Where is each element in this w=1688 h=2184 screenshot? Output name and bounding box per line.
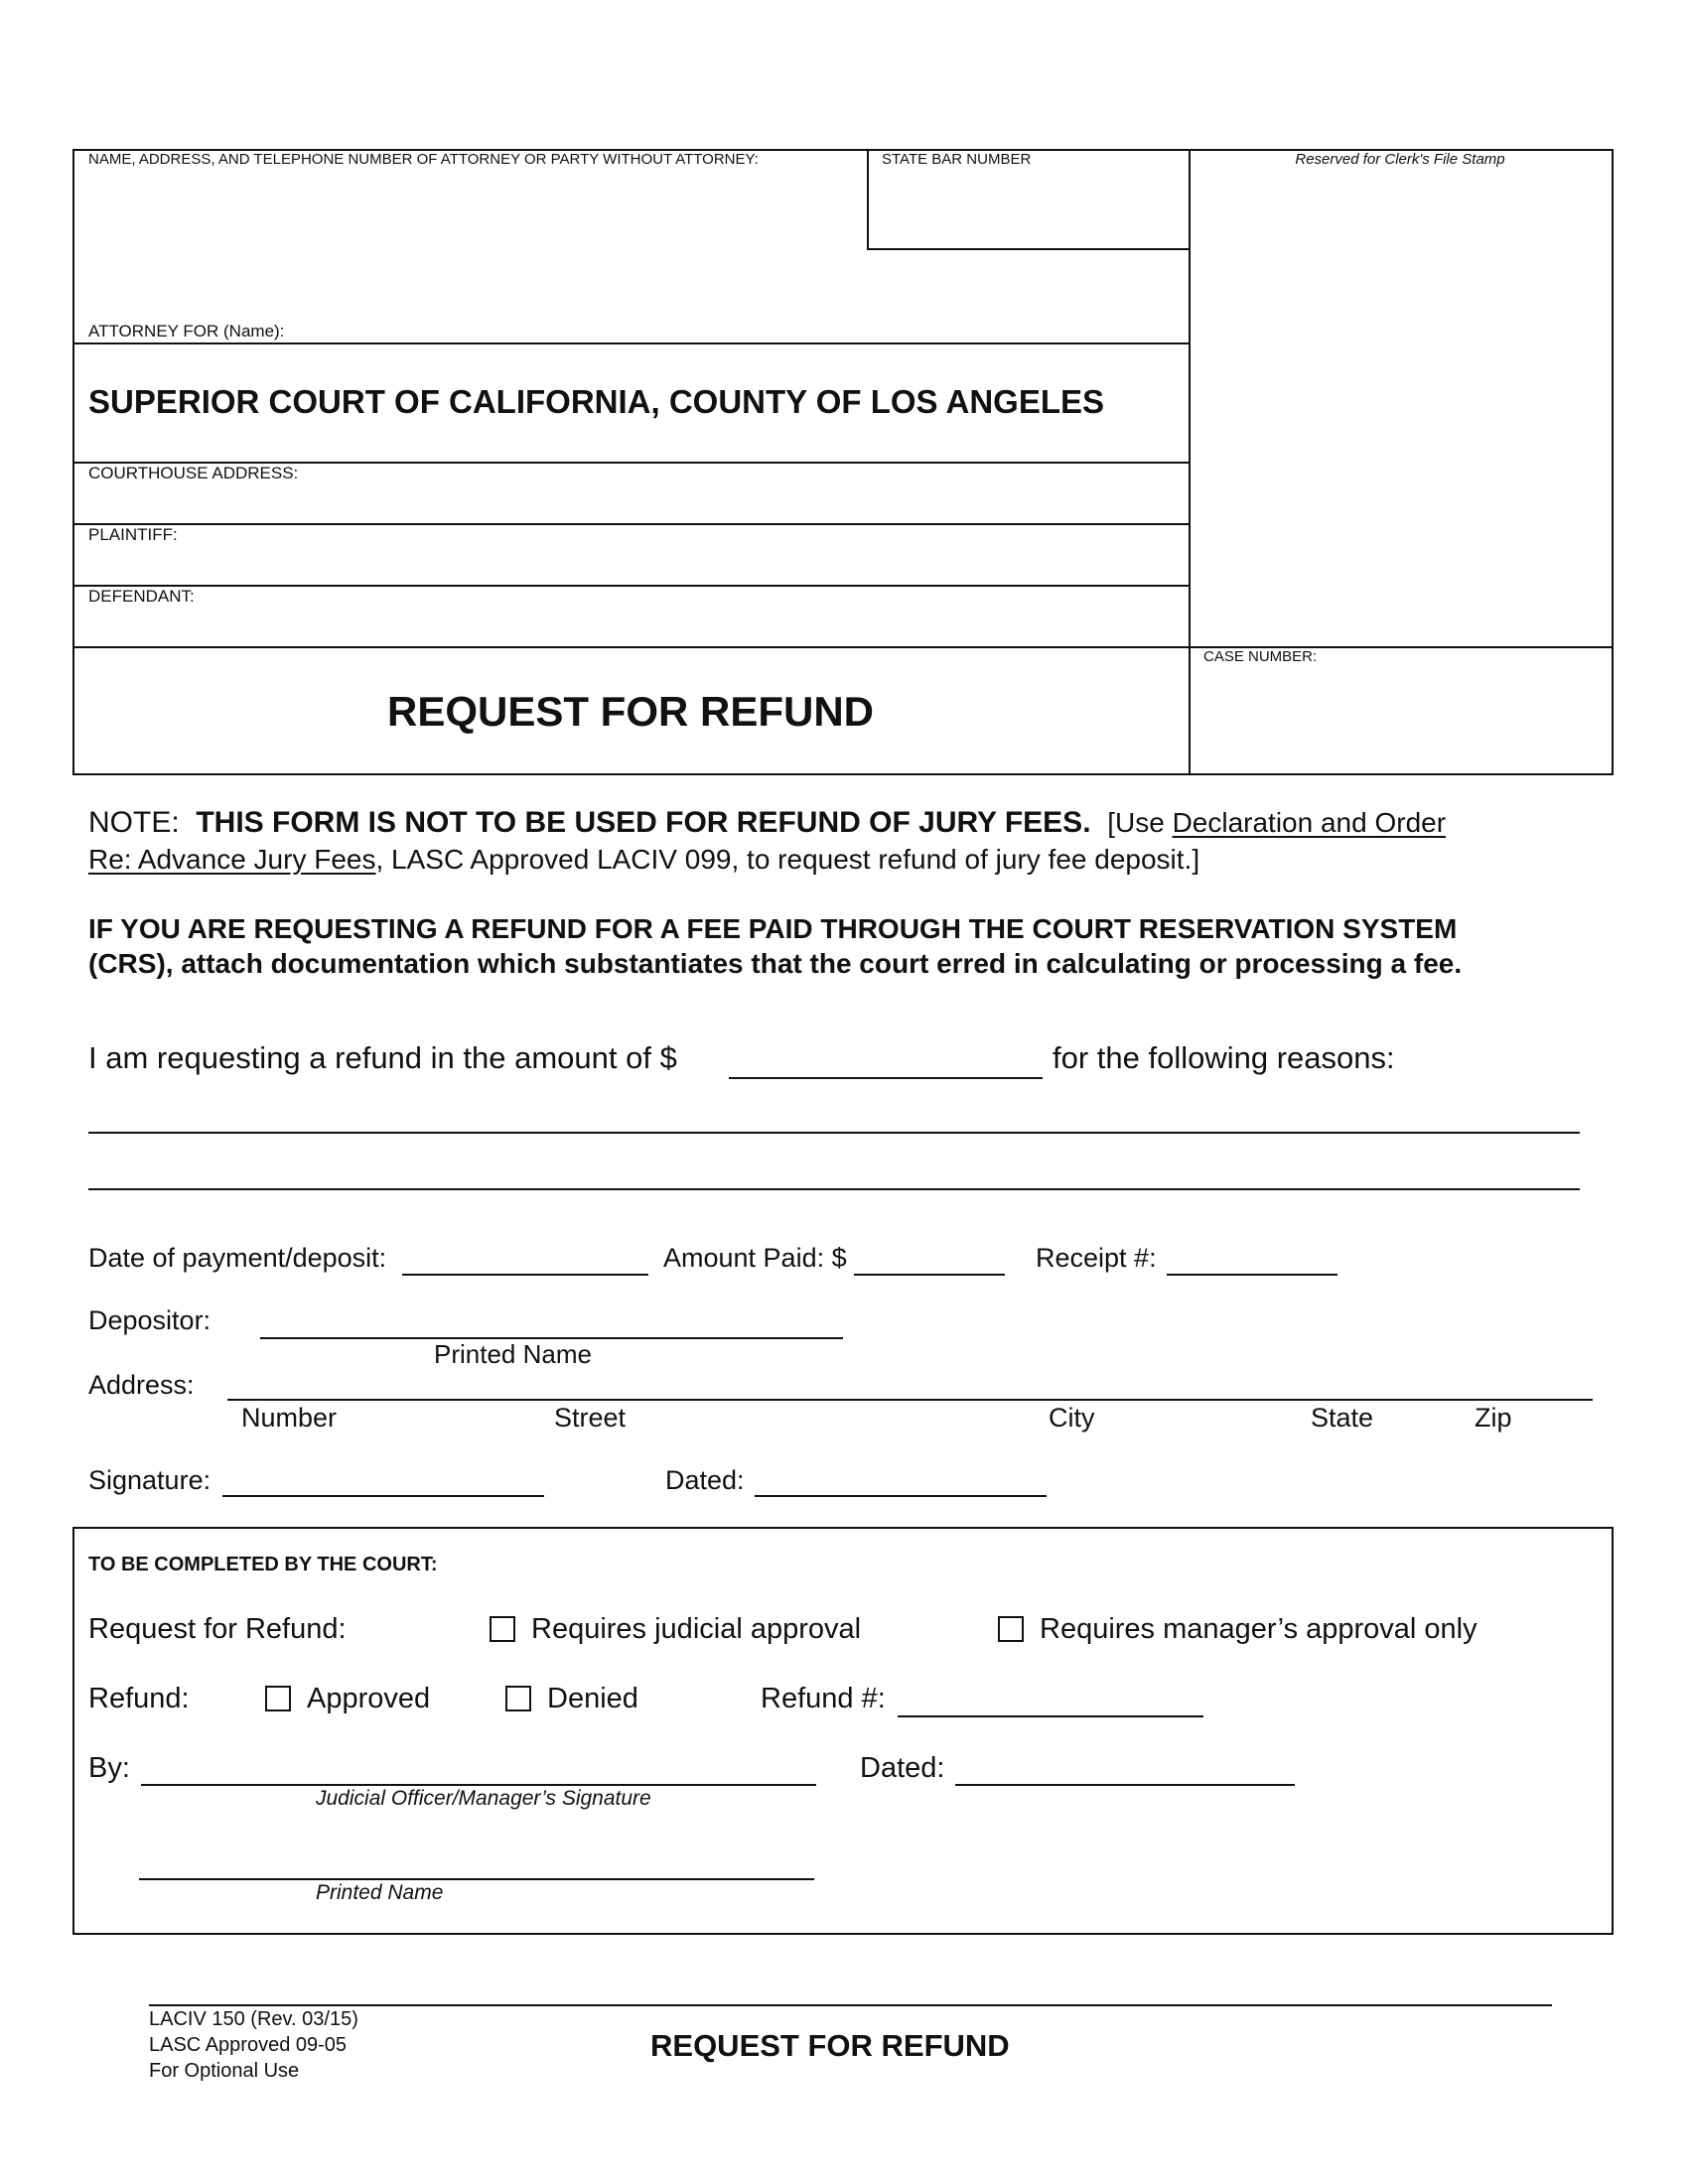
manager-approval-label: Requires manager’s approval only <box>1040 1613 1477 1645</box>
approved-checkbox[interactable] <box>265 1686 291 1711</box>
depositor-label: Depositor: <box>88 1305 211 1335</box>
officer-signature-field[interactable] <box>141 1784 816 1786</box>
refund-number-field[interactable] <box>898 1715 1203 1717</box>
footer-rule <box>149 2004 1552 2006</box>
footer-title: REQUEST FOR REFUND <box>650 2028 1010 2063</box>
court-box-left <box>72 1527 74 1935</box>
reasons-line-2[interactable] <box>88 1188 1580 1190</box>
payment-date-field[interactable] <box>402 1274 648 1276</box>
request-for-refund-label: Request for Refund: <box>88 1613 347 1645</box>
dated-field[interactable] <box>755 1495 1047 1497</box>
depositor-printed-name-caption: Printed Name <box>434 1339 592 1369</box>
row-divider-plaintiff <box>72 523 1191 525</box>
courthouse-address-label: COURTHOUSE ADDRESS: <box>88 464 299 482</box>
refund-amount-trail: for the following reasons: <box>1053 1040 1395 1075</box>
printed-name-caption: Printed Name <box>316 1881 444 1904</box>
address-city-caption: City <box>1049 1403 1095 1433</box>
attorney-name-label: NAME, ADDRESS, AND TELEPHONE NUMBER OF ATTORNEY OR PARTY WITHOUT ATTORNEY: <box>88 151 759 168</box>
state-bar-label: STATE BAR NUMBER <box>882 151 1032 168</box>
court-box-bottom <box>72 1933 1614 1935</box>
signature-field[interactable] <box>222 1495 544 1497</box>
payment-date-label: Date of payment/deposit: <box>88 1243 387 1273</box>
refund-number-label: Refund #: <box>761 1683 886 1714</box>
court-section-heading: TO BE COMPLETED BY THE COURT: <box>88 1554 438 1575</box>
footer-form-id: LACIV 150 (Rev. 03/15) <box>149 2008 358 2030</box>
court-box-right <box>1612 1527 1614 1935</box>
denied-checkbox[interactable] <box>505 1686 531 1711</box>
jury-fees-link-part1[interactable]: Declaration and Order <box>1172 807 1447 838</box>
note-use-open: [Use <box>1107 807 1173 838</box>
amount-paid-field[interactable] <box>854 1274 1005 1276</box>
signature-label: Signature: <box>88 1465 211 1495</box>
form-title: REQUEST FOR REFUND <box>386 688 874 735</box>
jury-fees-link-part2[interactable]: Re: Advance Jury Fees <box>88 844 376 875</box>
row-divider-defendant <box>72 585 1191 587</box>
court-box-top <box>72 1527 1614 1529</box>
refund-amount-lead: I am requesting a refund in the amount of $ <box>88 1040 677 1075</box>
plaintiff-label: PLAINTIFF: <box>88 525 178 544</box>
address-zip-caption: Zip <box>1475 1403 1512 1433</box>
approved-label: Approved <box>307 1683 431 1714</box>
case-number-label: CASE NUMBER: <box>1203 648 1318 665</box>
header-bottom-border <box>72 773 1614 775</box>
reasons-line-1[interactable] <box>88 1132 1580 1134</box>
refund-amount-field[interactable] <box>729 1077 1043 1079</box>
note-line-1 <box>88 806 1446 840</box>
refund-label: Refund: <box>88 1683 190 1714</box>
row-divider-court <box>72 342 1191 344</box>
header-right-border <box>1612 149 1614 775</box>
crs-notice-line-2: (CRS), attach documentation which substantiates that the court erred in calculating or processing a fee. <box>88 948 1463 979</box>
attorney-for-label: ATTORNEY FOR (Name): <box>88 322 285 341</box>
receipt-field[interactable] <box>1167 1274 1337 1276</box>
denied-label: Denied <box>547 1683 638 1714</box>
note-rest: , LASC Approved LACIV 099, to request refund of jury fee deposit.] <box>375 844 1200 875</box>
address-state-caption: State <box>1311 1403 1374 1433</box>
state-bar-box-left <box>867 149 869 249</box>
row-divider-title <box>72 646 1614 648</box>
note-prefix: NOTE: <box>88 806 180 839</box>
state-bar-box-bottom <box>867 248 1191 250</box>
footer-form-info <box>149 2006 358 2084</box>
clerk-stamp-label: Reserved for Clerk's File Stamp <box>1295 151 1505 168</box>
judicial-approval-label: Requires judicial approval <box>531 1613 862 1645</box>
court-dated-field[interactable] <box>955 1784 1295 1786</box>
receipt-label: Receipt #: <box>1036 1243 1157 1273</box>
address-label: Address: <box>88 1370 195 1400</box>
amount-paid-label: Amount Paid: $ <box>663 1243 847 1273</box>
note-bold-warning: THIS FORM IS NOT TO BE USED FOR REFUND OF JURY FEES. <box>196 806 1091 839</box>
judicial-approval-checkbox[interactable] <box>490 1616 515 1642</box>
defendant-label: DEFENDANT: <box>88 587 195 606</box>
manager-approval-checkbox[interactable] <box>998 1616 1024 1642</box>
note-line-2 <box>88 844 1199 876</box>
by-label: By: <box>88 1752 130 1784</box>
officer-signature-caption: Judicial Officer/Manager’s Signature <box>316 1787 651 1810</box>
dated-label: Dated: <box>665 1465 745 1495</box>
crs-notice-line-1: IF YOU ARE REQUESTING A REFUND FOR A FEE PAID THROUGH THE COURT RESERVATION SYSTEM <box>88 913 1458 944</box>
footer-optional: For Optional Use <box>149 2060 300 2082</box>
court-name: SUPERIOR COURT OF CALIFORNIA, COUNTY OF LOS ANGELES <box>88 383 1105 420</box>
footer-approved: LASC Approved 09-05 <box>149 2034 348 2056</box>
printed-name-field[interactable] <box>139 1878 814 1880</box>
address-number-caption: Number <box>241 1403 338 1433</box>
address-street-caption: Street <box>554 1403 627 1433</box>
address-field[interactable] <box>227 1399 1593 1401</box>
court-dated-label: Dated: <box>860 1752 945 1784</box>
